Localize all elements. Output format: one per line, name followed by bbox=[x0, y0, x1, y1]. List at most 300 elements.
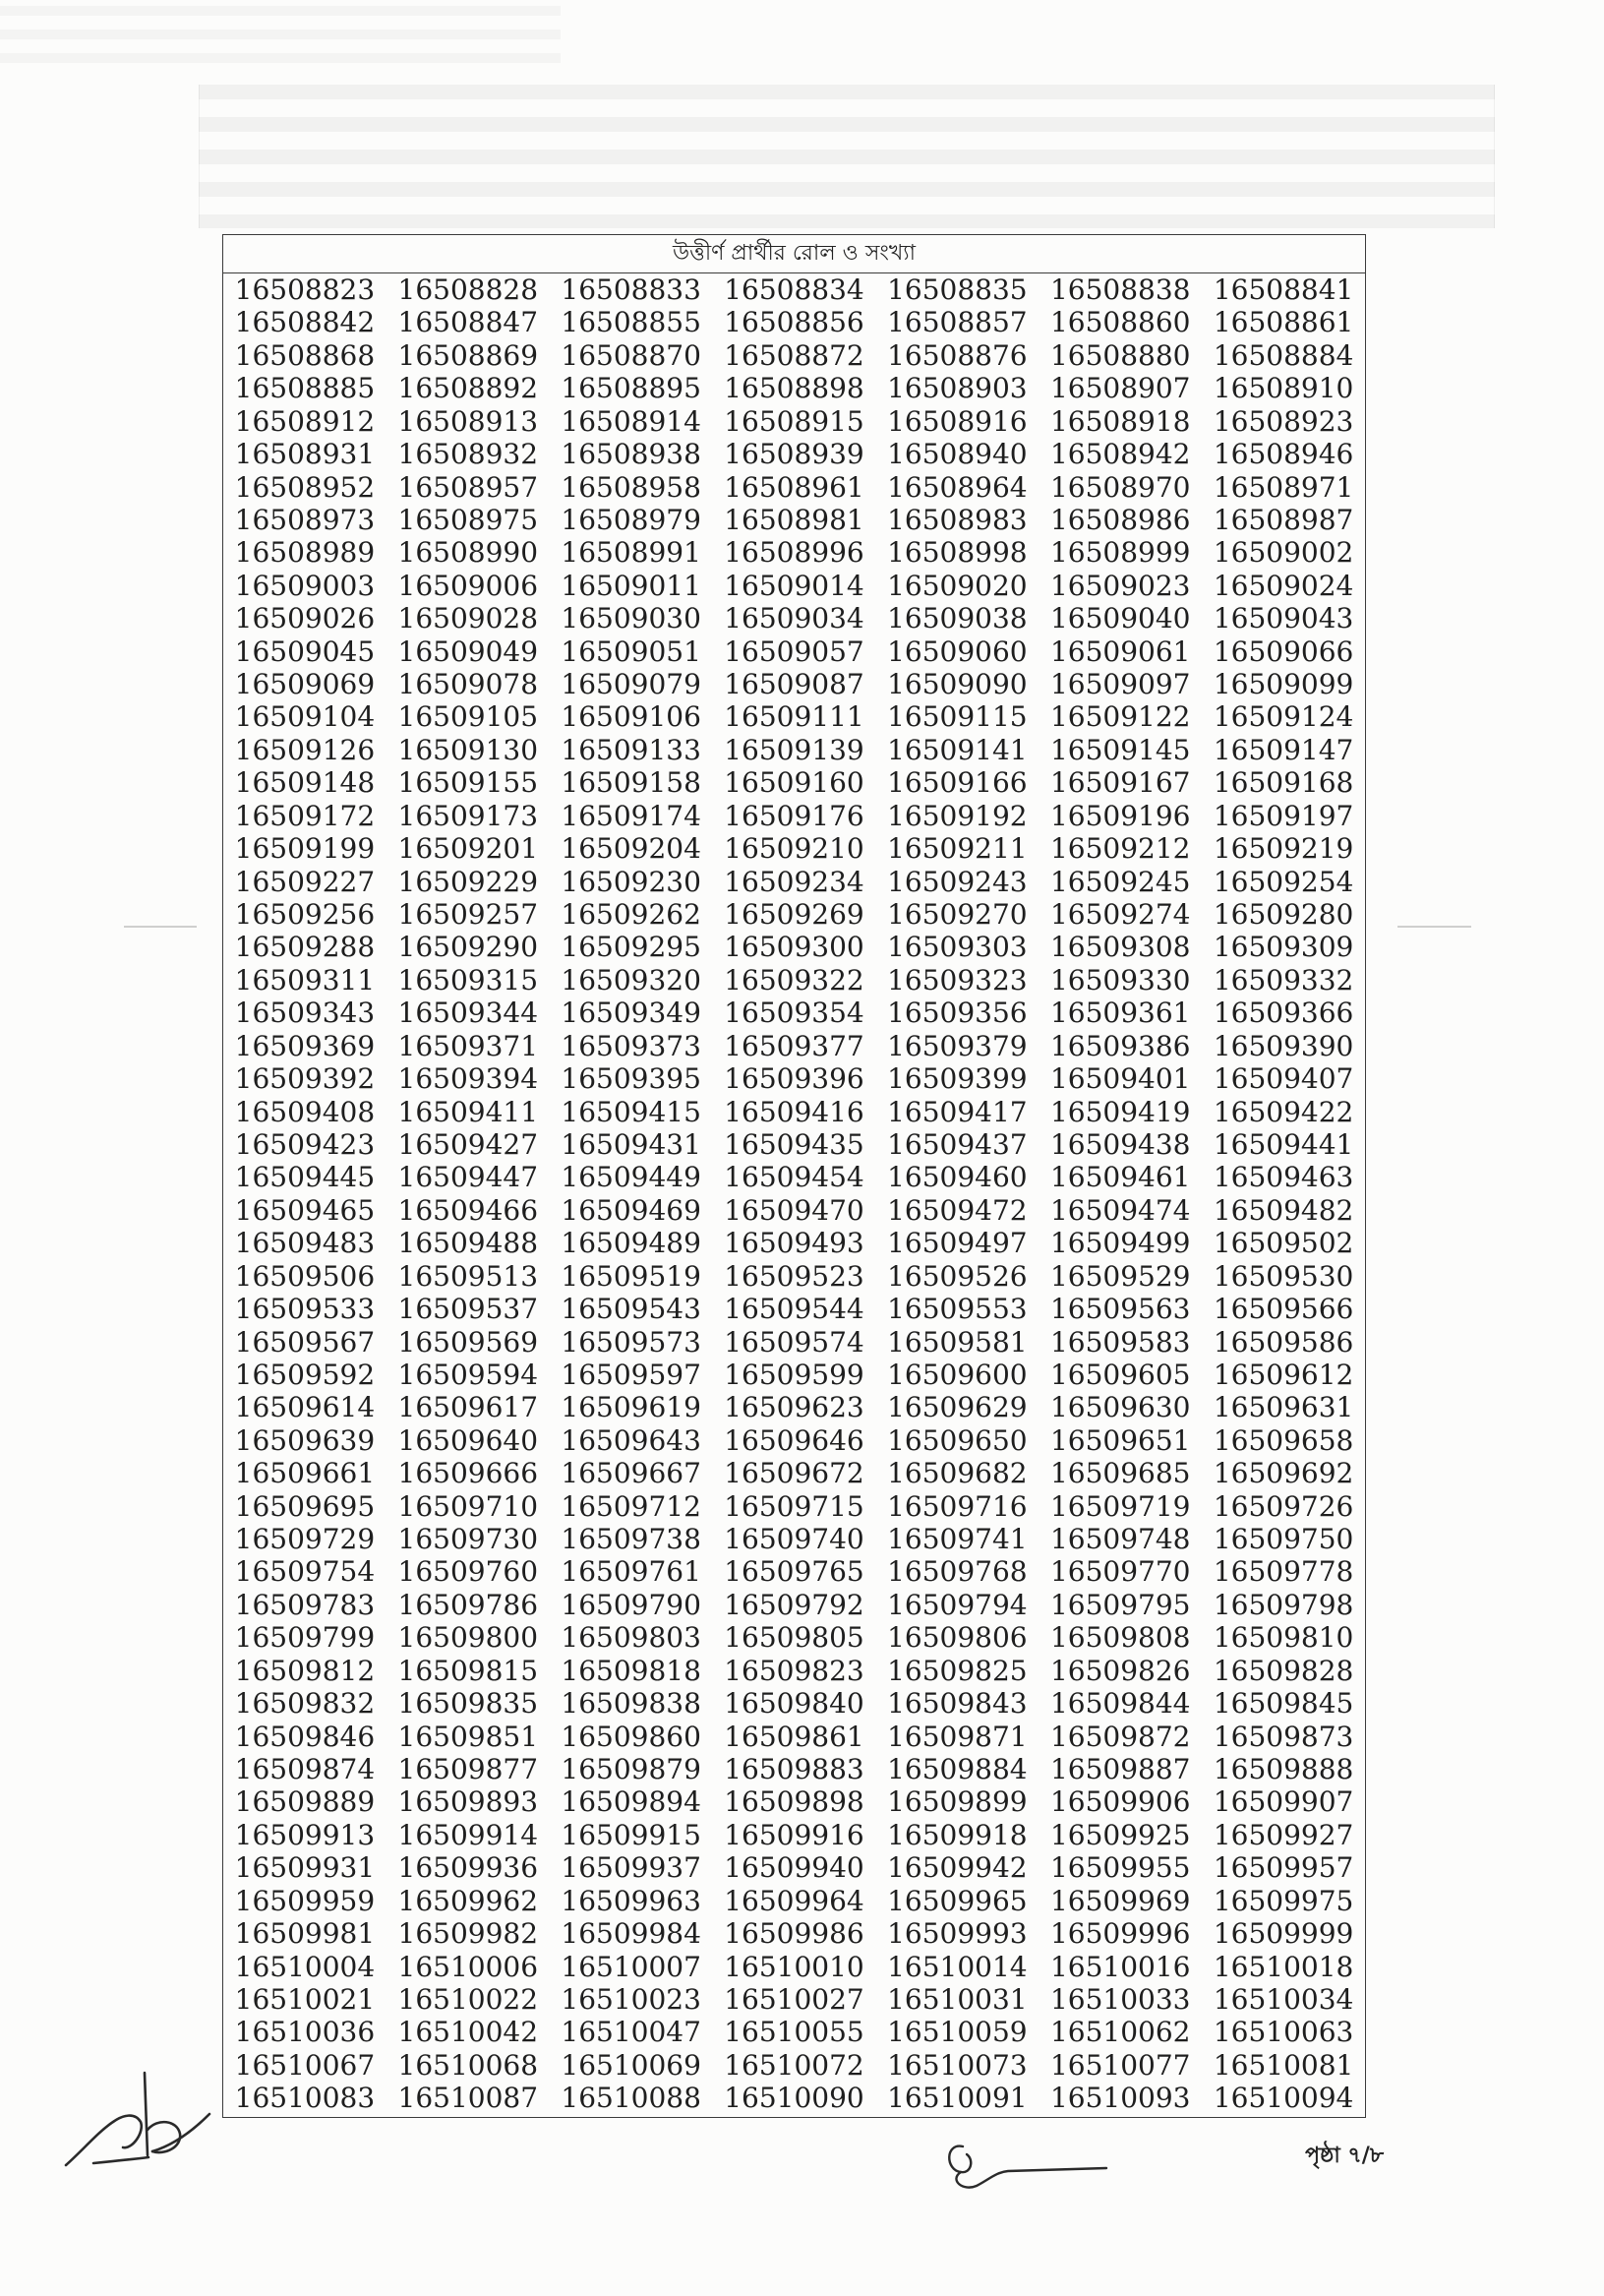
roll-number-cell: 16509794 bbox=[887, 1588, 1028, 1621]
roll-number-cell: 16509423 bbox=[234, 1127, 376, 1161]
roll-number-cell: 16509354 bbox=[724, 997, 864, 1030]
roll-number-cell: 16509441 bbox=[1213, 1127, 1354, 1161]
table-row bbox=[223, 1326, 1365, 1359]
table-row bbox=[223, 438, 1365, 470]
roll-number-cell: 16509020 bbox=[887, 569, 1028, 602]
roll-number-cell: 16509640 bbox=[397, 1423, 539, 1457]
roll-number-cell: 16509274 bbox=[1049, 898, 1191, 932]
roll-number-cell: 16509049 bbox=[397, 634, 539, 668]
roll-number-cell: 16509422 bbox=[1213, 1095, 1354, 1128]
table-row bbox=[223, 1490, 1365, 1523]
roll-number-cell: 16510031 bbox=[887, 1982, 1028, 2016]
roll-number-cell: 16509090 bbox=[887, 668, 1028, 701]
roll-number-cell: 16510072 bbox=[724, 2048, 864, 2082]
scan-edge-mark-right bbox=[1397, 926, 1471, 928]
roll-number-cell: 16509470 bbox=[724, 1193, 864, 1227]
roll-number-cell: 16509330 bbox=[1049, 963, 1191, 997]
table-row bbox=[223, 1951, 1365, 1983]
table-row bbox=[223, 1227, 1365, 1259]
roll-number-cell: 16508918 bbox=[1049, 404, 1191, 438]
roll-number-cell: 16509710 bbox=[397, 1489, 539, 1523]
roll-number-cell: 16509438 bbox=[1049, 1127, 1191, 1161]
roll-number-cell: 16509835 bbox=[397, 1687, 539, 1721]
table-row bbox=[223, 1721, 1365, 1753]
roll-number-cell: 16508823 bbox=[234, 273, 376, 306]
roll-number-cell: 16509798 bbox=[1213, 1588, 1354, 1621]
roll-number-cell: 16510063 bbox=[1213, 2016, 1354, 2049]
roll-number-cell: 16510094 bbox=[1213, 2082, 1354, 2115]
roll-number-cell: 16509148 bbox=[234, 766, 376, 800]
roll-number-cell: 16509986 bbox=[724, 1917, 864, 1951]
roll-number-cell: 16509489 bbox=[561, 1227, 701, 1260]
roll-number-cell: 16508895 bbox=[561, 372, 701, 405]
roll-number-cell: 16510068 bbox=[397, 2048, 539, 2082]
roll-number-cell: 16510091 bbox=[887, 2082, 1028, 2115]
roll-number-cell: 16509685 bbox=[1049, 1457, 1191, 1490]
roll-number-cell: 16508892 bbox=[397, 372, 539, 405]
roll-number-cell: 16509396 bbox=[724, 1062, 864, 1096]
roll-number-cell: 16509290 bbox=[397, 931, 539, 964]
roll-number-cell: 16508872 bbox=[724, 338, 864, 372]
roll-number-cell: 16510088 bbox=[561, 2082, 701, 2115]
roll-number-cell: 16509366 bbox=[1213, 997, 1354, 1030]
roll-number-cell: 16509227 bbox=[234, 865, 376, 898]
roll-number-cell: 16509805 bbox=[724, 1621, 864, 1655]
roll-number-cell: 16509741 bbox=[887, 1523, 1028, 1556]
roll-number-cell: 16509768 bbox=[887, 1555, 1028, 1589]
roll-number-cell: 16509799 bbox=[234, 1621, 376, 1655]
roll-number-cell: 16509959 bbox=[234, 1884, 376, 1917]
roll-number-cell: 16510033 bbox=[1049, 1982, 1191, 2016]
roll-number-cell: 16509786 bbox=[397, 1588, 539, 1621]
roll-number-cell: 16510027 bbox=[724, 1982, 864, 2016]
roll-number-cell: 16509069 bbox=[234, 668, 376, 701]
roll-number-cell: 16508869 bbox=[397, 338, 539, 372]
roll-number-cell: 16509210 bbox=[724, 832, 864, 866]
roll-number-cell: 16509993 bbox=[887, 1917, 1028, 1951]
roll-number-cell: 16509916 bbox=[724, 1818, 864, 1851]
table-row bbox=[223, 800, 1365, 832]
roll-number-cell: 16509230 bbox=[561, 865, 701, 898]
roll-number-cell: 16508876 bbox=[887, 338, 1028, 372]
roll-number-cell: 16509204 bbox=[561, 832, 701, 866]
roll-number-cell: 16508957 bbox=[397, 470, 539, 504]
roll-number-cell: 16508841 bbox=[1213, 273, 1354, 306]
roll-number-cell: 16510073 bbox=[887, 2048, 1028, 2082]
roll-number-cell: 16509105 bbox=[397, 700, 539, 734]
roll-number-cell: 16509408 bbox=[234, 1095, 376, 1128]
roll-number-cell: 16509931 bbox=[234, 1851, 376, 1885]
roll-number-cell: 16509643 bbox=[561, 1423, 701, 1457]
roll-number-cell: 16508981 bbox=[724, 503, 864, 536]
passed-candidates-table bbox=[222, 234, 1366, 2118]
roll-number-cell: 16509795 bbox=[1049, 1588, 1191, 1621]
roll-number-cell: 16509168 bbox=[1213, 766, 1354, 800]
roll-number-cell: 16509466 bbox=[397, 1193, 539, 1227]
roll-number-cell: 16509894 bbox=[561, 1785, 701, 1819]
roll-number-cell: 16509861 bbox=[724, 1720, 864, 1753]
roll-number-cell: 16509493 bbox=[724, 1227, 864, 1260]
roll-number-cell: 16509860 bbox=[561, 1720, 701, 1753]
roll-number-cell: 16509770 bbox=[1049, 1555, 1191, 1589]
roll-number-cell: 16509038 bbox=[887, 602, 1028, 635]
roll-number-cell: 16509106 bbox=[561, 700, 701, 734]
table-row bbox=[223, 1851, 1365, 1884]
roll-number-cell: 16510006 bbox=[397, 1950, 539, 1983]
roll-number-cell: 16509454 bbox=[724, 1161, 864, 1194]
roll-number-cell: 16508990 bbox=[397, 536, 539, 570]
roll-number-cell: 16509158 bbox=[561, 766, 701, 800]
roll-number-cell: 16508999 bbox=[1049, 536, 1191, 570]
roll-number-cell: 16509889 bbox=[234, 1785, 376, 1819]
roll-number-cell: 16509825 bbox=[887, 1654, 1028, 1687]
handwritten-signature-left bbox=[54, 2061, 221, 2189]
roll-number-cell: 16510083 bbox=[234, 2082, 376, 2115]
roll-number-cell: 16510022 bbox=[397, 1982, 539, 2016]
roll-number-cell: 16509377 bbox=[724, 1029, 864, 1062]
roll-number-cell: 16508975 bbox=[397, 503, 539, 536]
table-row bbox=[223, 1391, 1365, 1423]
roll-number-cell: 16508998 bbox=[887, 536, 1028, 570]
roll-number-cell: 16509553 bbox=[887, 1293, 1028, 1326]
roll-number-cell: 16509969 bbox=[1049, 1884, 1191, 1917]
table-row bbox=[223, 668, 1365, 700]
table-row bbox=[223, 405, 1365, 438]
roll-number-cell: 16508880 bbox=[1049, 338, 1191, 372]
roll-number-cell: 16509566 bbox=[1213, 1293, 1354, 1326]
roll-number-cell: 16509877 bbox=[397, 1752, 539, 1785]
roll-table-body bbox=[223, 273, 1365, 2115]
roll-number-cell: 16510023 bbox=[561, 1982, 701, 2016]
table-row bbox=[223, 1621, 1365, 1654]
table-row bbox=[223, 1128, 1365, 1161]
roll-number-cell: 16509139 bbox=[724, 733, 864, 766]
roll-number-cell: 16509147 bbox=[1213, 733, 1354, 766]
roll-number-cell: 16509651 bbox=[1049, 1423, 1191, 1457]
roll-number-cell: 16508986 bbox=[1049, 503, 1191, 536]
roll-number-cell: 16509079 bbox=[561, 668, 701, 701]
roll-number-cell: 16509898 bbox=[724, 1785, 864, 1819]
roll-number-cell: 16509914 bbox=[397, 1818, 539, 1851]
roll-number-cell: 16509761 bbox=[561, 1555, 701, 1589]
roll-number-cell: 16509942 bbox=[887, 1851, 1028, 1885]
table-row bbox=[223, 931, 1365, 963]
roll-number-cell: 16509650 bbox=[887, 1423, 1028, 1457]
roll-number-cell: 16508898 bbox=[724, 372, 864, 405]
roll-number-cell: 16509160 bbox=[724, 766, 864, 800]
roll-number-cell: 16509999 bbox=[1213, 1917, 1354, 1951]
scan-edge-mark-left bbox=[124, 926, 197, 928]
roll-number-cell: 16509469 bbox=[561, 1193, 701, 1227]
roll-number-cell: 16509530 bbox=[1213, 1259, 1354, 1293]
roll-number-cell: 16508973 bbox=[234, 503, 376, 536]
roll-number-cell: 16509311 bbox=[234, 963, 376, 997]
roll-number-cell: 16509176 bbox=[724, 799, 864, 832]
roll-number-cell: 16510093 bbox=[1049, 2082, 1191, 2115]
roll-number-cell: 16509612 bbox=[1213, 1358, 1354, 1391]
roll-number-cell: 16509395 bbox=[561, 1062, 701, 1096]
roll-number-cell: 16509449 bbox=[561, 1161, 701, 1194]
roll-number-cell: 16509975 bbox=[1213, 1884, 1354, 1917]
roll-number-cell: 16510004 bbox=[234, 1950, 376, 1983]
roll-number-cell: 16508931 bbox=[234, 438, 376, 471]
roll-number-cell: 16508910 bbox=[1213, 372, 1354, 405]
roll-number-cell: 16509828 bbox=[1213, 1654, 1354, 1687]
roll-number-cell: 16509155 bbox=[397, 766, 539, 800]
roll-number-cell: 16509695 bbox=[234, 1489, 376, 1523]
table-row bbox=[223, 2082, 1365, 2114]
roll-number-cell: 16508923 bbox=[1213, 404, 1354, 438]
roll-number-cell: 16509872 bbox=[1049, 1720, 1191, 1753]
roll-number-cell: 16509124 bbox=[1213, 700, 1354, 734]
roll-number-cell: 16509818 bbox=[561, 1654, 701, 1687]
roll-number-cell: 16509581 bbox=[887, 1325, 1028, 1359]
roll-number-cell: 16508987 bbox=[1213, 503, 1354, 536]
roll-number-cell: 16508847 bbox=[397, 306, 539, 339]
roll-number-cell: 16509851 bbox=[397, 1720, 539, 1753]
roll-number-cell: 16509006 bbox=[397, 569, 539, 602]
roll-number-cell: 16509126 bbox=[234, 733, 376, 766]
roll-number-cell: 16509003 bbox=[234, 569, 376, 602]
roll-number-cell: 16509719 bbox=[1049, 1489, 1191, 1523]
roll-number-cell: 16508838 bbox=[1049, 273, 1191, 306]
roll-number-cell: 16509356 bbox=[887, 997, 1028, 1030]
roll-number-cell: 16508989 bbox=[234, 536, 376, 570]
table-row bbox=[223, 1589, 1365, 1621]
roll-number-cell: 16509646 bbox=[724, 1423, 864, 1457]
roll-number-cell: 16509392 bbox=[234, 1062, 376, 1096]
roll-number-cell: 16509099 bbox=[1213, 668, 1354, 701]
roll-number-cell: 16509243 bbox=[887, 865, 1028, 898]
handwritten-signature-center bbox=[939, 2135, 1116, 2196]
roll-number-cell: 16509173 bbox=[397, 799, 539, 832]
roll-number-cell: 16508946 bbox=[1213, 438, 1354, 471]
roll-number-cell: 16509262 bbox=[561, 898, 701, 932]
roll-number-cell: 16509115 bbox=[887, 700, 1028, 734]
roll-number-cell: 16508861 bbox=[1213, 306, 1354, 339]
roll-number-cell: 16508915 bbox=[724, 404, 864, 438]
roll-number-cell: 16509133 bbox=[561, 733, 701, 766]
roll-number-cell: 16508842 bbox=[234, 306, 376, 339]
table-row bbox=[223, 273, 1365, 306]
table-row bbox=[223, 1260, 1365, 1293]
table-row bbox=[223, 2049, 1365, 2082]
roll-number-cell: 16509427 bbox=[397, 1127, 539, 1161]
roll-number-cell: 16509748 bbox=[1049, 1523, 1191, 1556]
roll-number-cell: 16509937 bbox=[561, 1851, 701, 1885]
roll-number-cell: 16509879 bbox=[561, 1752, 701, 1785]
roll-number-cell: 16509288 bbox=[234, 931, 376, 964]
roll-number-cell: 16509040 bbox=[1049, 602, 1191, 635]
roll-number-cell: 16509619 bbox=[561, 1391, 701, 1424]
roll-number-cell: 16510069 bbox=[561, 2048, 701, 2082]
roll-number-cell: 16508903 bbox=[887, 372, 1028, 405]
roll-number-cell: 16509844 bbox=[1049, 1687, 1191, 1721]
roll-number-cell: 16509806 bbox=[887, 1621, 1028, 1655]
table-row bbox=[223, 1753, 1365, 1785]
roll-number-cell: 16509060 bbox=[887, 634, 1028, 668]
roll-number-cell: 16509024 bbox=[1213, 569, 1354, 602]
roll-number-cell: 16509300 bbox=[724, 931, 864, 964]
roll-number-cell: 16508964 bbox=[887, 470, 1028, 504]
roll-number-cell: 16509888 bbox=[1213, 1752, 1354, 1785]
roll-number-cell: 16509783 bbox=[234, 1588, 376, 1621]
roll-number-cell: 16508868 bbox=[234, 338, 376, 372]
roll-number-cell: 16509730 bbox=[397, 1523, 539, 1556]
roll-number-cell: 16509386 bbox=[1049, 1029, 1191, 1062]
table-row bbox=[223, 1983, 1365, 2016]
roll-number-cell: 16509629 bbox=[887, 1391, 1028, 1424]
roll-number-cell: 16508907 bbox=[1049, 372, 1191, 405]
roll-number-cell: 16509234 bbox=[724, 865, 864, 898]
roll-number-cell: 16509461 bbox=[1049, 1161, 1191, 1194]
roll-number-cell: 16509197 bbox=[1213, 799, 1354, 832]
roll-number-cell: 16509544 bbox=[724, 1293, 864, 1326]
table-row bbox=[223, 635, 1365, 668]
roll-number-cell: 16508914 bbox=[561, 404, 701, 438]
roll-number-cell: 16509623 bbox=[724, 1391, 864, 1424]
table-row bbox=[223, 1655, 1365, 1687]
roll-number-cell: 16509808 bbox=[1049, 1621, 1191, 1655]
roll-number-cell: 16508884 bbox=[1213, 338, 1354, 372]
roll-number-cell: 16509390 bbox=[1213, 1029, 1354, 1062]
roll-number-cell: 16509614 bbox=[234, 1391, 376, 1424]
roll-number-cell: 16509174 bbox=[561, 799, 701, 832]
roll-number-cell: 16508971 bbox=[1213, 470, 1354, 504]
roll-number-cell: 16510077 bbox=[1049, 2048, 1191, 2082]
roll-number-cell: 16509583 bbox=[1049, 1325, 1191, 1359]
roll-number-cell: 16509061 bbox=[1049, 634, 1191, 668]
roll-number-cell: 16510059 bbox=[887, 2016, 1028, 2049]
roll-number-cell: 16510036 bbox=[234, 2016, 376, 2049]
roll-number-cell: 16509765 bbox=[724, 1555, 864, 1589]
roll-number-cell: 16509682 bbox=[887, 1457, 1028, 1490]
roll-number-cell: 16509399 bbox=[887, 1062, 1028, 1096]
table-row bbox=[223, 1917, 1365, 1950]
roll-number-cell: 16509229 bbox=[397, 865, 539, 898]
roll-number-cell: 16509460 bbox=[887, 1161, 1028, 1194]
roll-number-cell: 16509465 bbox=[234, 1193, 376, 1227]
roll-number-cell: 16509026 bbox=[234, 602, 376, 635]
roll-number-cell: 16509322 bbox=[724, 963, 864, 997]
roll-number-cell: 16509984 bbox=[561, 1917, 701, 1951]
roll-number-cell: 16510047 bbox=[561, 2016, 701, 2049]
roll-number-cell: 16509981 bbox=[234, 1917, 376, 1951]
roll-number-cell: 16509927 bbox=[1213, 1818, 1354, 1851]
roll-number-cell: 16509754 bbox=[234, 1555, 376, 1589]
roll-number-cell: 16509913 bbox=[234, 1818, 376, 1851]
roll-number-cell: 16509918 bbox=[887, 1818, 1028, 1851]
roll-number-cell: 16509599 bbox=[724, 1358, 864, 1391]
roll-number-cell: 16508952 bbox=[234, 470, 376, 504]
roll-number-cell: 16509716 bbox=[887, 1489, 1028, 1523]
roll-number-cell: 16509630 bbox=[1049, 1391, 1191, 1424]
roll-number-cell: 16509343 bbox=[234, 997, 376, 1030]
table-row bbox=[223, 1359, 1365, 1391]
roll-number-cell: 16508996 bbox=[724, 536, 864, 570]
roll-number-cell: 16508958 bbox=[561, 470, 701, 504]
roll-number-cell: 16509778 bbox=[1213, 1555, 1354, 1589]
roll-number-cell: 16509569 bbox=[397, 1325, 539, 1359]
roll-number-cell: 16508970 bbox=[1049, 470, 1191, 504]
roll-number-cell: 16510055 bbox=[724, 2016, 864, 2049]
roll-number-cell: 16509899 bbox=[887, 1785, 1028, 1819]
roll-number-cell: 16509416 bbox=[724, 1095, 864, 1128]
table-row bbox=[223, 734, 1365, 766]
roll-number-cell: 16509401 bbox=[1049, 1062, 1191, 1096]
roll-number-cell: 16509371 bbox=[397, 1029, 539, 1062]
roll-number-cell: 16509097 bbox=[1049, 668, 1191, 701]
roll-number-cell: 16509963 bbox=[561, 1884, 701, 1917]
table-row bbox=[223, 570, 1365, 602]
roll-number-cell: 16509196 bbox=[1049, 799, 1191, 832]
roll-number-cell: 16509344 bbox=[397, 997, 539, 1030]
roll-number-cell: 16510081 bbox=[1213, 2048, 1354, 2082]
roll-number-cell: 16509447 bbox=[397, 1161, 539, 1194]
roll-number-cell: 16509815 bbox=[397, 1654, 539, 1687]
roll-number-cell: 16509526 bbox=[887, 1259, 1028, 1293]
roll-number-cell: 16509846 bbox=[234, 1720, 376, 1753]
roll-number-cell: 16508835 bbox=[887, 273, 1028, 306]
roll-number-cell: 16509141 bbox=[887, 733, 1028, 766]
roll-number-cell: 16509303 bbox=[887, 931, 1028, 964]
table-row bbox=[223, 1885, 1365, 1917]
roll-number-cell: 16508857 bbox=[887, 306, 1028, 339]
roll-number-cell: 16509499 bbox=[1049, 1227, 1191, 1260]
roll-number-cell: 16509488 bbox=[397, 1227, 539, 1260]
roll-number-cell: 16509537 bbox=[397, 1293, 539, 1326]
roll-number-cell: 16508979 bbox=[561, 503, 701, 536]
roll-number-cell: 16509873 bbox=[1213, 1720, 1354, 1753]
roll-number-cell: 16509201 bbox=[397, 832, 539, 866]
roll-number-cell: 16508856 bbox=[724, 306, 864, 339]
roll-number-cell: 16509936 bbox=[397, 1851, 539, 1885]
roll-number-cell: 16509729 bbox=[234, 1523, 376, 1556]
roll-number-cell: 16509435 bbox=[724, 1127, 864, 1161]
table-row bbox=[223, 964, 1365, 997]
roll-number-cell: 16509472 bbox=[887, 1193, 1028, 1227]
roll-number-cell: 16509394 bbox=[397, 1062, 539, 1096]
table-row bbox=[223, 997, 1365, 1029]
roll-number-cell: 16509823 bbox=[724, 1654, 864, 1687]
roll-number-cell: 16509883 bbox=[724, 1752, 864, 1785]
table-header: উত্তীর্ণ প্রার্থীর রোল ও সংখ্যা bbox=[223, 235, 1365, 273]
roll-number-cell: 16509474 bbox=[1049, 1193, 1191, 1227]
roll-number-cell: 16509014 bbox=[724, 569, 864, 602]
roll-number-cell: 16509145 bbox=[1049, 733, 1191, 766]
table-row bbox=[223, 1293, 1365, 1325]
table-row bbox=[223, 1194, 1365, 1227]
roll-number-cell: 16509800 bbox=[397, 1621, 539, 1655]
roll-number-cell: 16509111 bbox=[724, 700, 864, 734]
roll-number-cell: 16509122 bbox=[1049, 700, 1191, 734]
table-row bbox=[223, 1161, 1365, 1193]
roll-number-cell: 16509030 bbox=[561, 602, 701, 635]
roll-number-cell: 16508833 bbox=[561, 273, 701, 306]
roll-number-cell: 16509104 bbox=[234, 700, 376, 734]
roll-number-cell: 16509810 bbox=[1213, 1621, 1354, 1655]
roll-number-cell: 16510016 bbox=[1049, 1950, 1191, 1983]
roll-number-cell: 16508961 bbox=[724, 470, 864, 504]
roll-number-cell: 16509280 bbox=[1213, 898, 1354, 932]
table-row bbox=[223, 536, 1365, 569]
roll-number-cell: 16508932 bbox=[397, 438, 539, 471]
bleed-through-shadow-top bbox=[0, 6, 561, 67]
roll-number-cell: 16509320 bbox=[561, 963, 701, 997]
roll-number-cell: 16509845 bbox=[1213, 1687, 1354, 1721]
roll-number-cell: 16509964 bbox=[724, 1884, 864, 1917]
roll-number-cell: 16509051 bbox=[561, 634, 701, 668]
